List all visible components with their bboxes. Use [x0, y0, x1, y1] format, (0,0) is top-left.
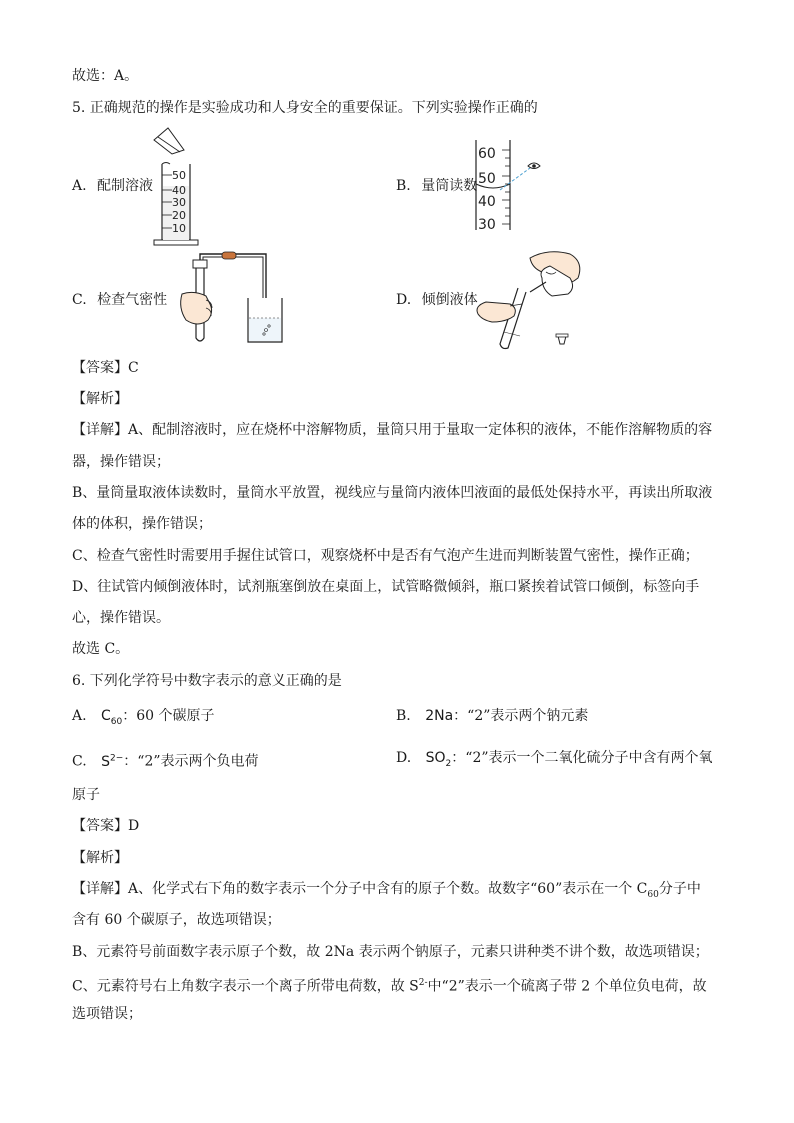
q6-option-c-label: C. [72, 753, 87, 770]
q6-detail-line-3: B、元素符号前面数字表示原子个数，故 2Na 表示两个钠原子，元素只讲种类不讲个数，故选项错误； [72, 944, 709, 960]
cylinder-a-tick-10: 10 [172, 222, 186, 235]
q6-option-c-text: ：“2”表示两个负电荷 [123, 753, 259, 770]
q6-detail-line-4-start: C、元素符号右上角数字表示一个离子所带电荷数，故 S [72, 978, 419, 995]
cylinder-a-tick-20: 20 [172, 209, 186, 222]
cylinder-a-tick-50: 50 [172, 169, 186, 182]
q6-detail-line-1-end: 分子中 [658, 881, 701, 897]
q6-option-a-text: ：60 个碳原子 [122, 708, 215, 724]
q5-option-b [396, 176, 477, 196]
q6-detail-line-2: 含有 60 个碳原子，故选项错误； [72, 912, 281, 928]
q6-analysis-heading: 【解析】 [72, 850, 128, 866]
q5-option-d-text: 倾倒液体 [421, 292, 478, 308]
q5-answer: 【答案】C [72, 360, 139, 376]
q6-option-a-subscript: 60 [110, 716, 123, 727]
q6-detail-line-4-end: 中“2”表示一个硫离子带 2 个单位负电荷，故 [427, 978, 707, 995]
q5-conclusion: 故选 C。 [72, 641, 130, 657]
cylinder-b-tick-60: 60 [478, 146, 496, 162]
q5-detail-line-3: B、量筒量取液体读数时，量筒水平放置，视线应与量筒内液体凹液面的最低处保持水平，再读出所取液 [72, 485, 713, 501]
cylinder-b-tick-30: 30 [478, 217, 496, 233]
cylinder-b-tick-40: 40 [478, 194, 496, 210]
question-5-stem: 5. 正确规范的操作是实验成功和人身安全的重要保证。下列实验操作正确的 [72, 100, 538, 116]
q6-option-c-superscript: 2− [110, 753, 124, 763]
q6-detail-line-4-superscript: 2- [418, 978, 428, 988]
q6-option-d-symbol: SO [425, 750, 446, 766]
q6-detail-line-1 [72, 879, 701, 905]
q5-option-d [396, 290, 478, 310]
q5-detail-line-7: 心，操作错误。 [72, 610, 170, 626]
figure-graduated-cylinder-dissolving [150, 124, 220, 248]
q6-detail-line-1-subscript: 60 [647, 889, 659, 900]
q6-option-d-subscript: 2 [445, 758, 452, 769]
cylinder-b-tick-50: 50 [478, 171, 496, 187]
q5-option-c [72, 290, 167, 310]
q5-option-b-label: B. [396, 178, 411, 194]
q6-option-d-wrap: 原子 [72, 787, 100, 803]
q6-detail-line-4 [72, 973, 707, 997]
q6-option-a-symbol: C [101, 708, 111, 724]
q6-option-b-text: ：“2”表示两个钠元素 [453, 708, 589, 724]
q5-option-b-text: 量筒读数 [421, 178, 478, 194]
q6-option-b [396, 706, 588, 726]
q6-option-b-label: B. [396, 708, 411, 724]
q6-detail-line-1-start: 【详解】A、化学式右下角的数字表示一个分子中含有的原子个数。故数字“60”表示在一个 C [72, 881, 648, 897]
q6-detail-line-5: 选项错误； [72, 1006, 142, 1022]
figure-cylinder-reading [470, 138, 550, 234]
q5-detail-line-2: 器，操作错误； [72, 454, 170, 470]
q6-option-d [396, 748, 713, 774]
q5-option-a-text: 配制溶液 [97, 178, 154, 194]
q6-answer: 【答案】D [72, 818, 140, 834]
q5-detail-line-4: 体的体积，操作错误； [72, 516, 212, 532]
question-6-stem: 6. 下列化学符号中数字表示的意义正确的是 [72, 673, 342, 689]
figure-pouring-liquid [470, 248, 590, 352]
q6-option-c [72, 748, 259, 772]
q5-option-d-label: D. [396, 292, 412, 308]
q5-option-a-label: A. [72, 178, 87, 194]
q6-option-b-symbol: 2Na [425, 708, 454, 724]
cylinder-a-tick-40: 40 [172, 184, 186, 197]
figure-airtightness-check [176, 250, 286, 346]
q5-analysis-heading: 【解析】 [72, 391, 128, 407]
q5-option-c-text: 检查气密性 [97, 292, 168, 308]
previous-conclusion: 故选：A。 [72, 68, 139, 84]
q6-option-d-label: D. [396, 750, 412, 766]
q5-detail-line-5: C、检查气密性时需要用手握住试管口，观察烧杯中是否有气泡产生进而判断装置气密性，操作正确； [72, 548, 699, 564]
q5-detail-line-6: D、往试管内倾倒液体时，试剂瓶塞倒放在桌面上，试管略微倾斜，瓶口紧挨着试管口倾倒，标签向手 [72, 579, 700, 595]
cylinder-a-tick-30: 30 [172, 196, 186, 209]
q5-detail-line-1: 【详解】A、配制溶液时，应在烧杯中溶解物质，量筒只用于量取一定体积的液体，不能作溶解物质的容 [72, 422, 713, 438]
q6-option-d-text: ：“2”表示一个二氧化硫分子中含有两个氧 [451, 750, 713, 766]
q5-option-a [72, 176, 153, 196]
q5-option-c-label: C. [72, 292, 87, 308]
q6-option-a-label: A. [72, 708, 87, 724]
q6-option-a [72, 706, 215, 732]
q6-option-c-symbol: S [101, 753, 111, 770]
